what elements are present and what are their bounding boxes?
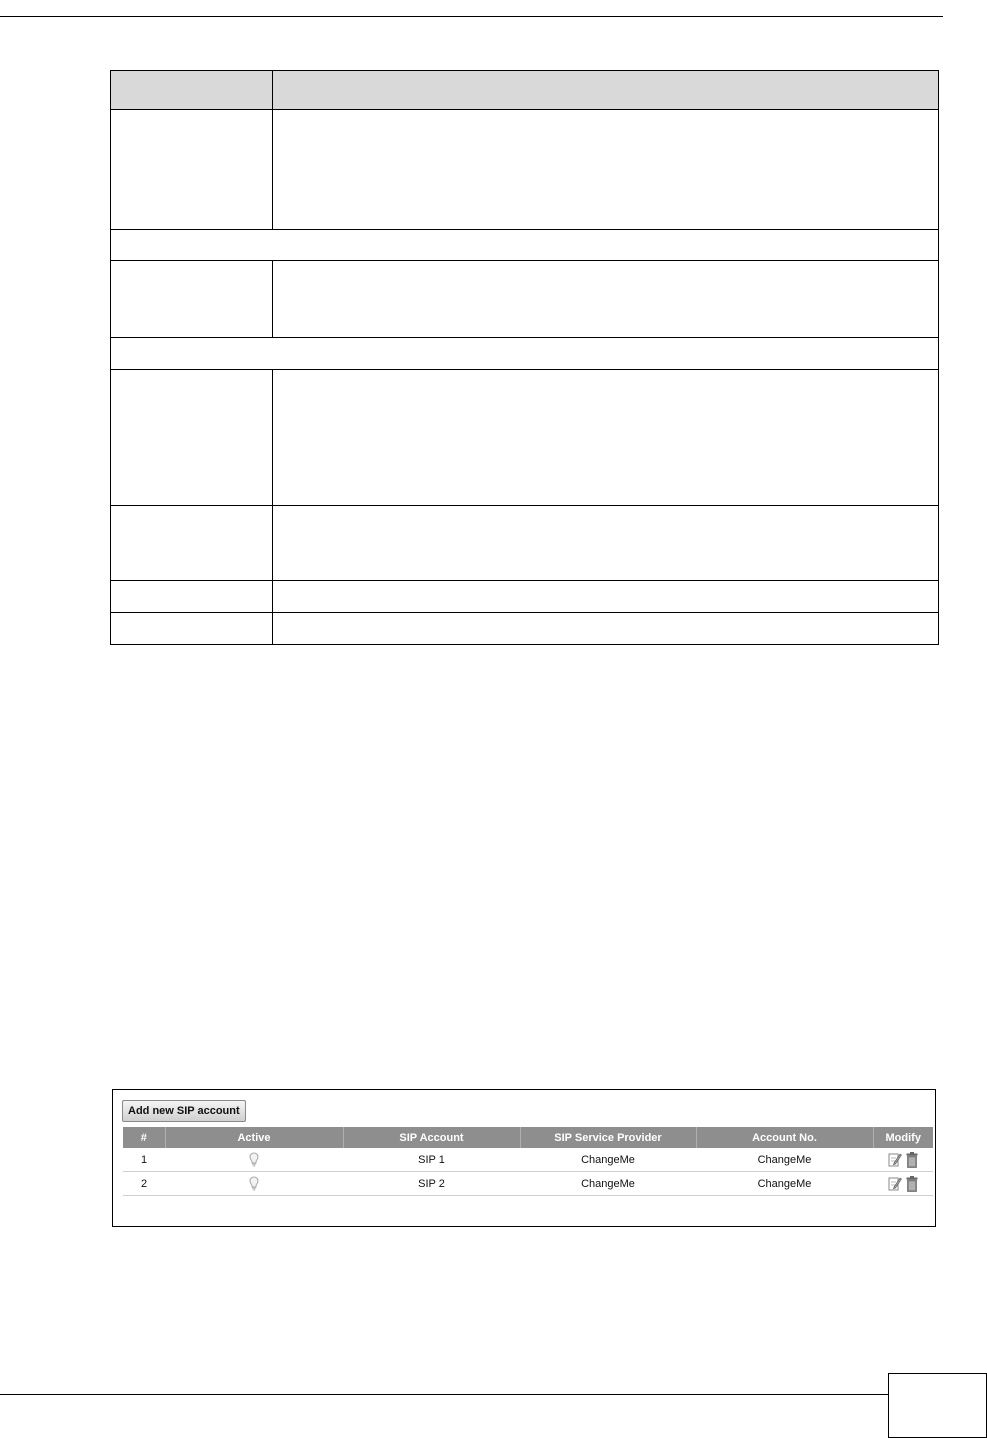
- sip-table-header: [123, 1127, 933, 1148]
- row-index: 2: [123, 1172, 165, 1196]
- bulb-icon: [249, 1176, 259, 1192]
- column-header-service-provider: SIP Service Provider: [520, 1127, 696, 1148]
- edit-icon[interactable]: [888, 1152, 902, 1167]
- description-section-row: [111, 230, 939, 261]
- header-cell-label: [111, 71, 273, 110]
- header-cell-description: [273, 71, 939, 110]
- sip-account-cell: SIP 1: [418, 1153, 445, 1166]
- page-number-box: [888, 1373, 987, 1438]
- description-row: [111, 261, 939, 338]
- trash-icon[interactable]: [906, 1176, 918, 1192]
- column-header-modify: Modify: [873, 1127, 933, 1148]
- add-new-sip-account-button[interactable]: Add new SIP account: [122, 1100, 246, 1122]
- table-row: [123, 1172, 933, 1196]
- description-section-row: [111, 338, 939, 370]
- sip-account-cell: SIP 2: [343, 1172, 520, 1196]
- sip-account-table: [123, 1127, 933, 1196]
- trash-icon[interactable]: [906, 1152, 918, 1168]
- column-header-account-no: Account No.: [696, 1127, 873, 1148]
- bottom-rule: [0, 1394, 888, 1395]
- modify-cell: [873, 1172, 933, 1196]
- active-cell: [165, 1172, 343, 1196]
- description-row: [111, 506, 939, 581]
- modify-cell: [873, 1148, 933, 1172]
- column-header-active: Active: [165, 1127, 343, 1148]
- sip-account-panel: [112, 1089, 936, 1227]
- description-table: [110, 70, 939, 645]
- description-row: [111, 581, 939, 613]
- service-provider-cell: ChangeMe: [581, 1153, 635, 1166]
- description-table-header: [111, 71, 939, 110]
- column-header-index: #: [123, 1127, 165, 1148]
- account-number-cell: ChangeMe: [757, 1153, 812, 1166]
- row-index: 1: [140, 1153, 148, 1166]
- table-row: [123, 1148, 933, 1172]
- description-row: [111, 110, 939, 230]
- description-row: [111, 370, 939, 506]
- service-provider-cell: ChangeMe: [520, 1172, 696, 1196]
- account-number-cell: ChangeMe: [696, 1172, 873, 1196]
- column-header-sip-account: SIP Account: [343, 1127, 520, 1148]
- top-rule: [0, 16, 943, 17]
- description-row: [111, 613, 939, 645]
- active-cell: [165, 1148, 343, 1172]
- bulb-icon: [249, 1152, 259, 1168]
- edit-icon[interactable]: [888, 1176, 902, 1191]
